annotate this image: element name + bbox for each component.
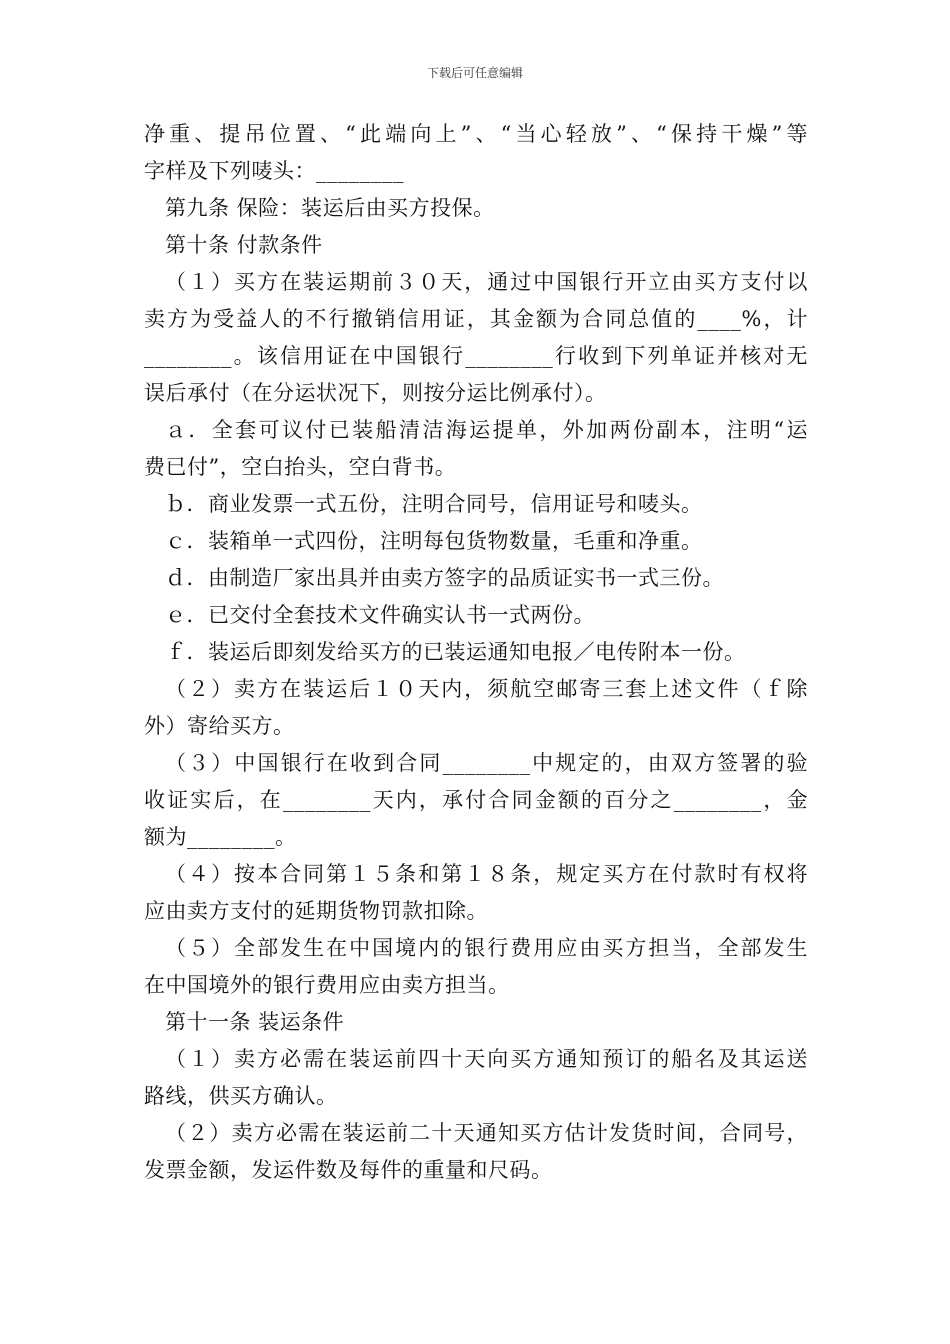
page-header-note: 下载后可任意编辑	[426, 66, 523, 80]
document-line: （１）卖方必需在装运前四十天向买方通知预订的船名及其运送	[165, 1047, 808, 1071]
document-line: 在中国境外的银行费用应由卖方担当。	[144, 973, 510, 997]
document-line: ｄ．由制造厂家出具并由卖方签字的品质证实书一式三份。	[165, 566, 724, 590]
document-line: 误后承付（在分运状况下，则按分运比例承付）。	[144, 381, 607, 405]
document-line: 字样及下列唛头：________	[144, 159, 404, 183]
document-line: ａ．全套可议付已装船清洁海运提单，外加两份副本，注明“运	[165, 418, 808, 442]
document-line: 净重、提吊位置、“此端向上”、“当心轻放”、“保持干燥”等	[144, 122, 808, 146]
document-line: ｃ．装箱单一式四份，注明每包货物数量，毛重和净重。	[165, 529, 703, 553]
document-line: 第十一条 装运条件	[165, 1010, 345, 1034]
document-line: （３）中国银行在收到合同________中规定的，由双方签署的验	[165, 751, 808, 775]
document-line: （１）买方在装运期前３０天，通过中国银行开立由买方支付以	[165, 270, 808, 294]
document-line: 第十条 付款条件	[165, 233, 323, 257]
document-line: 收证实后，在________天内，承付合同金额的百分之________，金	[144, 788, 808, 812]
document-line: （２）卖方在装运后１０天内，须航空邮寄三套上述文件（ｆ除	[165, 677, 808, 701]
document-body	[144, 116, 808, 1189]
document-line: 第九条 保险：装运后由买方投保。	[165, 196, 495, 220]
document-line: 卖方为受益人的不行撤销信用证，其金额为合同总值的____%，计	[144, 307, 808, 331]
document-line: ________。该信用证在中国银行________行收到下列单证并核对无	[144, 344, 808, 368]
document-line: 路线，供买方确认。	[144, 1084, 338, 1108]
document-line: （５）全部发生在中国境内的银行费用应由买方担当，全部发生	[165, 936, 808, 960]
document-line: ｅ．已交付全套技术文件确实认书一式两份。	[165, 603, 595, 627]
document-line: 发票金额，发运件数及每件的重量和尺码。	[144, 1158, 553, 1182]
document-line: 应由卖方支付的延期货物罚款扣除。	[144, 899, 488, 923]
document-line: 费已付”，空白抬头，空白背书。	[144, 455, 457, 479]
document-line: ｂ．商业发票一式五份，注明合同号，信用证号和唛头。	[165, 492, 703, 516]
document-line: 额为________。	[144, 825, 297, 849]
document-line: （４）按本合同第１５条和第１８条，规定买方在付款时有权将	[165, 862, 808, 886]
document-line: ｆ．装运后即刻发给买方的已装运通知电报／电传附本一份。	[165, 640, 746, 664]
document-line: 外）寄给买方。	[144, 714, 295, 738]
document-line: （２）卖方必需在装运前二十天通知买方估计发货时间，合同号，	[165, 1121, 808, 1145]
